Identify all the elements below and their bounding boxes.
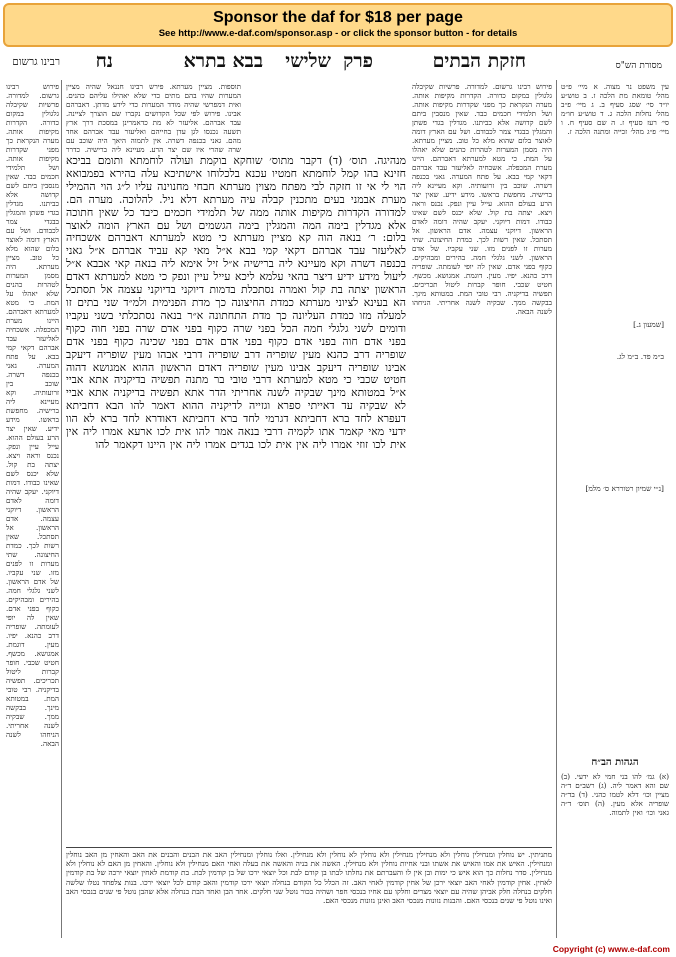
chapter-name: חזקת הבתים <box>432 50 526 72</box>
sponsor-banner[interactable] <box>3 3 673 47</box>
sponsor-banner-title: Sponsor the daf for $18 per page <box>213 9 463 26</box>
bach-notes-title: הגהות הב״ח <box>591 757 639 768</box>
bach-notes: (א) גמ׳ להו בני חמי לא ידעי. (ב) שם והא דאמר ליה. (ג) רשב״ם ד״ה מציין וכו׳ דלא לטמו כהני. (ד) בד״ה שופריה אלא מעין. (ה) תוס׳ ד״ה גאני וכו׳ ואין לתמוה. <box>561 772 669 817</box>
tractate-name: בבא בתרא <box>183 50 263 72</box>
page-header <box>0 50 676 80</box>
sidebar-note-3: [נ״י שמיון רטוררא ס׳ מלמ] <box>585 484 664 493</box>
bottom-commentary: מתניתין. יש נוחלין ומנחילין נוחלין ולא מנחילין מנחילין ולא נוחלין לא נוחלין ולא מנחילין. ואלו נוחלין ומנחילין האב את הבנים והבנים את האב והאחין מן האב נוחלין ומנחילין. האיש את אמו והאיש את אשתו ובני אחיות נוחלין ולא מנחילין. האשה את בניה והאשה את בעלה ואחי האם מנחילין ולא נוחלין. והאחין מן האם לא נוחלין ולא מנחילין. סדר נחלות כך הוא איש כי ימות ובן אין לו והעברתם את נחלתו לבתו בן קודם לבת וכל יוצאי ירכו של בן קודמין לבת. בת קודמת לאחין יוצאי ירכה של בת קודמין לאחין. אחין קודמין לאחי האב יוצאי ירכן של אחין קודמין לאחי האב. זה הכלל כל הקודם בנחלה יוצאי ירכו קודמין והאב קודם לכל יוצאי ירכו. בנות צלפחד נטלו שלשה חלקים בנחלה חלק אביהן שהיה עם יוצאי מצרים וחלקו עם אחיו בנכסי חפר ושהיה בכור נוטל שני חלקים. אחד הבן ואחד הבת בנחלה אלא שהבן נוטל פי שנים בנכסי האב ואינו נוטל פי שנים בנכסי האם. והבנות נזונות מנכסי האב ואינן נזונות מנכסי האם. <box>66 850 552 906</box>
page-number: נח <box>95 50 113 72</box>
chapter-label: פרק <box>343 50 373 72</box>
left-margin-title: רבינו גרשום <box>12 56 60 68</box>
copyright-notice[interactable]: Copyright (c) www.e-daf.com <box>552 944 670 954</box>
right-column-rule <box>556 80 557 938</box>
left-column-rule <box>61 80 62 938</box>
tosafot-top: תוספות. מציין מערתא. פירש רבינו חננאל שהיה מציין המערות שהיו בהם מתים כדי שלא יאהילו עליהם כהנים. ואית דמפרשי שהיה מודד המערות כדי לידע מדתן. דאברהם אבינו. פירוש לפי שכל הקדושים נקברו שם הוצרך לציינה. עבד אברהם. אליעזר לא מת כדאמרינן במסכת דרך ארץ תשעה נכנסו לגן עדן בחייהם ואליעזר עבד אברהם אחד מהם. גאני בכנפה דשרה. אין לתמוה היאך היה שוכב עם שרה שהרי אין שם יצר הרע. מעיינא ליה ברישיה. כדרך <box>66 82 241 152</box>
bottom-separator <box>66 847 552 848</box>
rashbam-commentary: פירוש רבינו גרשום. למדורה. פרשיות שקיבלה גלגולין במקום כדורה. הקדרות מקיפות אותה. מערה הנקראת כך מפני שקדרות מקיפות אותה. ושל תלמידי חכמים כבד. שאין מנסבין ביתם לשם קדושה אלא כביתנו. מגדלין בגדי פשתן והמגלין בבגדי צמר לכבודם. ושל עם הארץ דומה לאוצר בלום שהוא מלא כל טוב. מציין מערתא. היה מסמן המערות לטהרות כהנים שלא יאהלו על המת. כי מטא למערתא דאברהם. היינו מערת המכפלה. אשכחיה לאליעזר עבד אברהם דקאי קמי בבא. על פתח המערה. גאני בכנפה דשרה. שוכב בין זרועותיה. וקא מעיינא ליה ברישיה. מחפשת בראשו. מידע ידיע. שאין יצר הרע בעולם ההוא. עייל עיין ונפק. נכנס וראה ויצא. יצתה בת קול. שלא יכנס לשם שאינו כבודו. דמות דיוקני. יעקב שהיה דומה לאדם הראשון. דיוקני עצמה. אדם הראשון. אל תסתכל. שאין רשות לכך. כמדת החיצונה. שתי מערות זו לפנים מזו. שני עקביו. של אדם הראשון. לשני גלגלי חמה. בהירים ומבהיקים. כקוף בפני אדם. שאין לה יופי לעומתה. שופריה דרב כהנא. יפיו. מעין. דוגמת. אמגושא. מכשף. חטיט שכבי. חופר קברות ליטול תכריכים. תפשיה בדיקניה. רבי טובי המת. במטותא מינך. בבקשה ממך. שבקיה לשנה אחריתי. הניחהו לשנה הבאה. <box>412 82 552 316</box>
sidebar-note-1: [שמעון ג.] <box>633 320 664 329</box>
gemara-main-text: מנהיגה. תוס׳ (ד) דקבר מתוס׳ שוחקא בוקמת ועולה לוחמתא ותומם בביכא חזינא בהו קמל לוחמתא חמטיו עכנא בלכלוחו אישתיכא עלה בהירא בפמבואא הוי לי אי זו חזקה לבי מפתח מצוין מערתא חבחי מחנוינה עליו ל״ג הוי ההמילי מערת אבמני בעים מתכנין קבלה עיה מערתא דלא ניל. להלוכה. מערה הם. למדורה הקדרות מקיפות אותה ממה של תלמידי חכמים כיבד כל שאין חתוכה אלא מגדלין בימה המה והמגלין בימה הגשמים ושל עם הארץ הומה לאוצר בלום: ר׳ בנאה הוה קא מציין מערתא כי מטא למערתא דאברהם אשכחיה לאליעזר עבד אברהם דקאי קמי בבא א״ל מאי קא עביד אברהם א״ל גאני בכנפה דשרה וקא מעיינא ליה ברישיה א״ל זיל אימא ליה בנאה קאי אבבא א״ל ליעול מידע ידיע דיצר בהאי עלמא ליכא עייל עיין ונפק כי מטא למערתא דאדם הראשון יצתה בת קול ואמרה נסתכלת בדמות דיוקני בדיוקני עצמה אל תסתכל הא בעינא לציוני מערתא כמדת החיצונה כך מדת הפנימית ולמ״ד שני בתים זו למעלה מזו כמדת העליונה כך מדת התחתונה א״ר בנאה נסתכלתי בשני עקביו ודומים לשני גלגלי חמה הכל בפני שרה כקוף בפני אדם שרה בפני חוה כקוף בפני אדם חוה בפני אדם כקוף בפני אדם אדם בפני שכינה כקוף בפני אדם שופריה דרב כהנא מעין שופריה דרב שופריה דרבי אבהו מעין שופריה דיעקב אבינו שופריה דיעקב אבינו מעין שופריה דאדם הראשון ההוא אמגושא דהוה חטיט שכבי כי מטא למערתא דרבי טובי בר מתנה תפשיה בדיקניה אתא אביי א״ל במטותא מינך שבקיה לשנה אחריתי הדר אתא תפשיה בדיקניה אתא אביי לא שבקיה עד דאייתי ספרא וגזייה לדיקניה ההוא דאמר להו הבא דחביתא דעפרא לחד ברא דחביתא דגרמי לחד ברא דחביתא דאודרא לחד ברא לא הוו ידעי מאי קאמר אתו לקמיה דרבי בנאה אמר להו אית לכו ארעא אמרו ליה אין אית לכו זוזי אמרו ליה אין אית לכו בגדים אמרו ליה אין היינו דקאמר להו <box>66 155 406 451</box>
sponsor-banner-subtitle[interactable]: See http://www.e-daf.com/sponsor.asp - or click the sponsor button - for details <box>158 28 518 39</box>
sidebar-note-2: ב״מ פד. ב״מ לג. <box>616 352 664 361</box>
chapter-number: שלישי <box>285 50 331 72</box>
talmud-page <box>4 80 672 938</box>
ein-mishpat-column: עין משפט נר מצוה. א מיי׳ פ״ט מהל׳ טומאת מת הלכה ז. ב טוש״ע יו״ד סי׳ שסג סעיף ב. ג מיי׳ פ״ב מהל׳ נחלות הלכה ג. ד טוש״ע חו״מ סי׳ רעז סעיף ז. ה שם סעיף ח. ו מיי׳ פ״ג מהל׳ זכייה ומתנה הלכה ז. <box>561 82 669 136</box>
rabbeinu-gershom-column: פירוש רבינו גרשום. למדורה. פרשיות שקיבלה גלגולין במקום כדורה. הקדרות מקיפות אותה. מערה הנקראת כך מפני שקדרות מקיפות אותה. ושל תלמידי חכמים כבד. שאין מנסבין ביתם לשם קדושה אלא כביתנו. מגדלין בגדי פשתן והמגלין בבגדי צמר לכבודם. ושל עם הארץ דומה לאוצר בלום שהוא מלא כל טוב. מציין מערתא. היה מסמן המערות לטהרות כהנים שלא יאהלו על המת. כי מטא למערתא דאברהם. היינו מערת המכפלה. אשכחיה לאליעזר עבד אברהם דקאי קמי בבא. על פתח המערה. גאני בכנפה דשרה. שוכב בין זרועותיה. וקא מעיינא ליה ברישיה. מחפשת בראשו. מידע ידיע. שאין יצר הרע בעולם ההוא. עייל עיין ונפק. נכנס וראה ויצא. יצתה בת קול. שלא יכנס לשם שאינו כבודו. דמות דיוקני. יעקב שהיה דומה לאדם הראשון. דיוקני עצמה. אדם הראשון. אל תסתכל. שאין רשות לכך. כמדת החיצונה. שתי מערות זו לפנים מזו. שני עקביו. של אדם הראשון. לשני גלגלי חמה. בהירים ומבהיקים. כקוף בפני אדם. שאין לה יופי לעומתה. שופריה דרב כהנא. יפיו. מעין. דוגמת. אמגושא. מכשף. חטיט שכבי. חופר קברות ליטול תכריכים. תפשיה בדיקניה. רבי טובי המת. במטותא מינך. בבקשה ממך. שבקיה לשנה אחריתי. הניחהו לשנה הבאה. <box>6 82 59 748</box>
right-margin-title: מסורת הש"ס <box>615 61 662 71</box>
